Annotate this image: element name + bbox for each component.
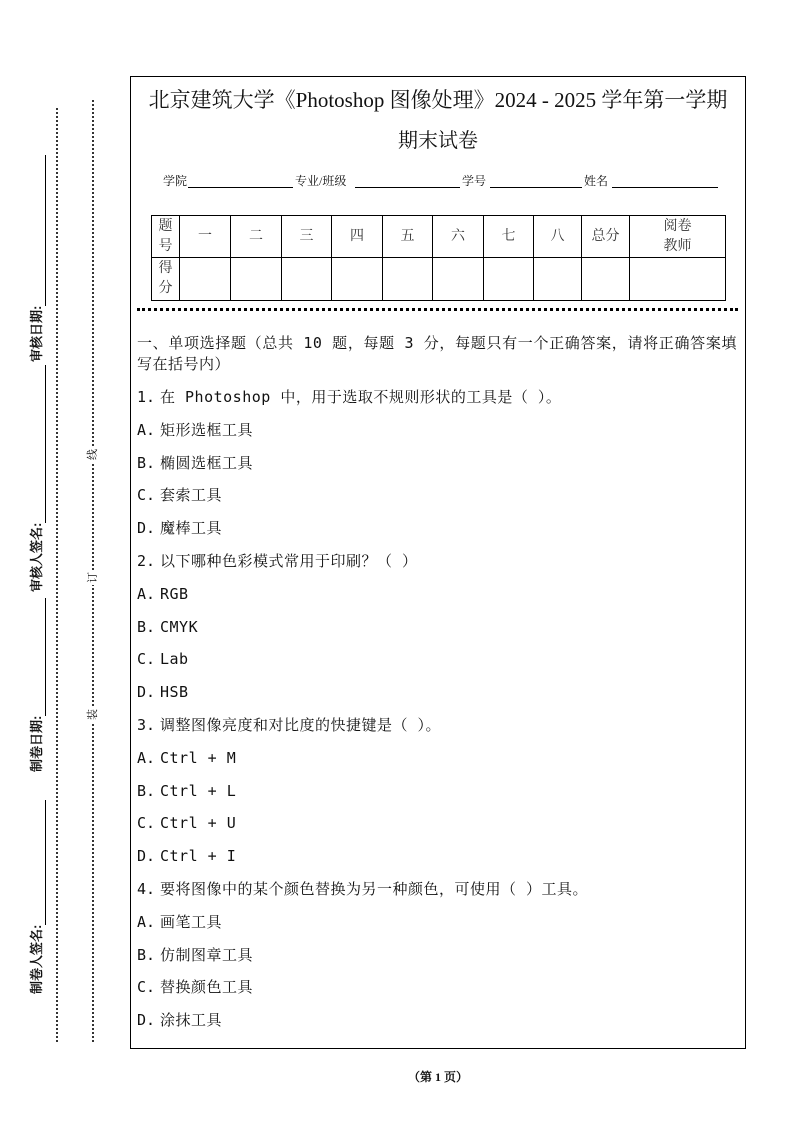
option-text: Lab: [160, 650, 189, 669]
option-text: 涂抹工具: [160, 1011, 223, 1030]
score-table-cell: [332, 258, 383, 301]
option-letter: B.: [137, 945, 156, 964]
option-letter: D.: [137, 519, 156, 538]
question-option: [137, 840, 737, 873]
option-letter: C.: [137, 486, 156, 505]
major-class-label: 专业/班级: [295, 174, 347, 188]
review-date-label: 审核日期:: [29, 305, 44, 362]
college-label: 学院: [163, 174, 188, 188]
option-text: 矩形选框工具: [160, 420, 254, 439]
question-number-label: 题号: [158, 218, 173, 254]
option-text: CMYK: [160, 617, 199, 636]
exam-title: 北京建筑大学《Photoshop 图像处理》2024 - 2025 学年第一学期: [148, 88, 728, 112]
option-text: Ctrl + I: [160, 847, 237, 866]
score-table-cell: [484, 258, 534, 301]
review-date-blank: [28, 155, 46, 306]
option-text: RGB: [160, 584, 189, 603]
score-table-cell: [180, 258, 231, 301]
compile-date-field: [28, 598, 46, 772]
option-letter: A.: [137, 584, 156, 603]
score-table-header-row: [152, 216, 726, 258]
question-option: [137, 775, 737, 808]
option-letter: D.: [137, 847, 156, 866]
grader-label: 阅卷教师: [663, 218, 692, 254]
score-table-header-cell: 三: [282, 216, 332, 258]
option-letter: C.: [137, 814, 156, 833]
question-option: [137, 414, 737, 447]
option-text: 椭圆选框工具: [160, 453, 254, 472]
option-letter: C.: [137, 650, 156, 669]
question-option: [137, 742, 737, 775]
college-blank: [188, 172, 293, 188]
score-table-header-cell: 五: [383, 216, 433, 258]
compiler-signature-blank: [28, 800, 46, 925]
option-letter: B.: [137, 453, 156, 472]
question-option: [137, 611, 737, 644]
question-option: [137, 906, 737, 939]
score-table-header-cell: 七: [484, 216, 534, 258]
name-blank: [612, 172, 718, 188]
option-text: 套索工具: [160, 486, 223, 505]
question-option: [137, 807, 737, 840]
binding-mark-line: 线: [87, 449, 99, 460]
score-table-cell: [282, 258, 332, 301]
question-stem: [137, 709, 737, 742]
option-letter: A.: [137, 420, 156, 439]
compile-date-blank: [28, 598, 46, 716]
question-option: [137, 512, 737, 545]
score-table-header-cell: 二: [231, 216, 282, 258]
option-text: 仿制图章工具: [160, 945, 254, 964]
score-table-cell: [630, 258, 726, 301]
reviewer-signature-field: [28, 365, 46, 592]
score-table-header-cell: 六: [433, 216, 484, 258]
score-table-header-cell: [630, 216, 726, 258]
option-text: Ctrl + U: [160, 814, 237, 833]
score-table-cell: [231, 258, 282, 301]
compiler-signature-field: [28, 800, 46, 994]
score-table-header-cell: 四: [332, 216, 383, 258]
question-option: [137, 939, 737, 972]
question-stem: [137, 381, 737, 414]
option-letter: A.: [137, 748, 156, 767]
score-table-score-row: [152, 258, 726, 301]
question-list: [137, 381, 737, 1037]
question-text: 调整图像亮度和对比度的快捷键是（ ）。: [160, 715, 442, 734]
option-letter: D.: [137, 683, 156, 702]
option-text: 画笔工具: [160, 912, 223, 931]
score-label: 得分: [158, 261, 173, 296]
reviewer-signature-blank: [28, 365, 46, 523]
score-table-header-cell: 一: [180, 216, 231, 258]
option-letter: B.: [137, 617, 156, 636]
question-option: [137, 447, 737, 480]
option-letter: B.: [137, 781, 156, 800]
compile-date-label: 制卷日期:: [29, 715, 44, 772]
reviewer-signature-label: 审核人签名:: [29, 522, 44, 592]
question-text: 要将图像中的某个颜色替换为另一种颜色，可使用（ ）工具。: [160, 879, 589, 898]
option-text: Ctrl + M: [160, 748, 237, 767]
question-text: 在 Photoshop 中，用于选取不规则形状的工具是（ ）。: [160, 388, 562, 406]
binding-mark-bind: 装: [87, 709, 99, 720]
question-text: 以下哪种色彩模式常用于印刷？（ ）: [160, 551, 418, 570]
score-table-header-cell: 八: [534, 216, 582, 258]
question-number: 1.: [137, 388, 156, 406]
question-number: 3.: [137, 715, 156, 734]
option-letter: C.: [137, 978, 156, 997]
question-option: [137, 676, 737, 709]
option-text: HSB: [160, 683, 189, 702]
student-id-blank: [490, 172, 582, 188]
section-divider: [137, 308, 738, 311]
score-table-cell: [152, 258, 180, 301]
question-option: [137, 1004, 737, 1037]
page-number: （第 1 页）: [407, 1070, 468, 1084]
question-stem: [137, 873, 737, 906]
name-label: 姓名: [584, 174, 609, 188]
score-table-header-cell: 总分: [582, 216, 630, 258]
question-number: 2.: [137, 551, 156, 570]
question-option: [137, 578, 737, 611]
question-option: [137, 643, 737, 676]
score-table-header-cell: [152, 216, 180, 258]
score-table-cell: [383, 258, 433, 301]
compiler-signature-label: 制卷人签名:: [29, 924, 44, 994]
question-option: [137, 971, 737, 1004]
score-table-cell: [534, 258, 582, 301]
question-option: [137, 479, 737, 512]
score-table-cell: [433, 258, 484, 301]
option-text: 替换颜色工具: [160, 978, 254, 997]
review-date-field: [28, 155, 46, 362]
question-stem: [137, 545, 737, 578]
option-text: Ctrl + L: [160, 781, 237, 800]
student-id-label: 学号: [462, 174, 487, 188]
binding-dotted-line-outer: [56, 108, 58, 1042]
binding-mark-staple: 订: [87, 572, 99, 583]
option-letter: A.: [137, 912, 156, 931]
exam-subtitle: 期末试卷: [398, 130, 478, 152]
major-class-blank: [355, 172, 460, 188]
score-table-cell: [582, 258, 630, 301]
question-number: 4.: [137, 879, 156, 898]
score-table: [151, 215, 726, 301]
section-heading: 一、单项选择题（总共 10 题，每题 3 分，每题只有一个正确答案，请将正确答案填写在括号内）: [137, 334, 737, 373]
student-info-row: [163, 172, 718, 188]
option-text: 魔棒工具: [160, 519, 223, 538]
option-letter: D.: [137, 1011, 156, 1030]
